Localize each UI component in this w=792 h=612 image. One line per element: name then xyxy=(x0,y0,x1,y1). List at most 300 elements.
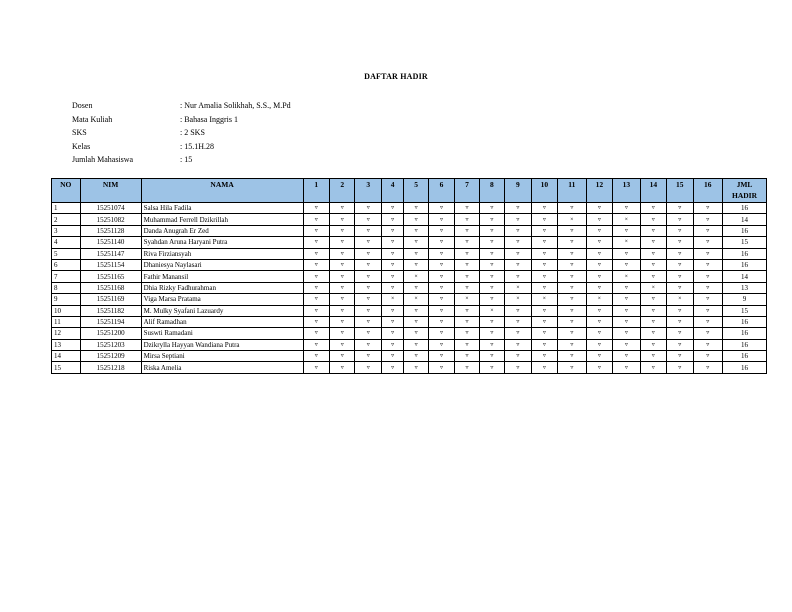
present-mark: ▿ xyxy=(531,259,557,270)
present-mark: ▿ xyxy=(303,328,329,339)
present-mark: ▿ xyxy=(479,328,504,339)
header-meeting-6: 6 xyxy=(428,179,454,203)
header-meeting-7: 7 xyxy=(455,179,479,203)
row-jml-hadir: 14 xyxy=(723,271,767,282)
row-nim: 15251074 xyxy=(80,203,141,214)
header-meeting-8: 8 xyxy=(479,179,504,203)
present-mark: ▿ xyxy=(558,248,587,259)
present-mark: ▿ xyxy=(355,294,381,305)
present-mark: ▿ xyxy=(303,282,329,293)
table-row xyxy=(52,225,767,236)
present-mark: ▿ xyxy=(667,351,693,362)
present-mark: ▿ xyxy=(330,203,355,214)
present-mark: ▿ xyxy=(381,351,403,362)
present-mark: ▿ xyxy=(381,282,403,293)
info-label: Kelas xyxy=(72,141,91,151)
present-mark: ▿ xyxy=(479,203,504,214)
present-mark: ▿ xyxy=(586,214,612,225)
present-mark: ▿ xyxy=(613,294,641,305)
present-mark: ▿ xyxy=(693,316,723,327)
present-mark: ▿ xyxy=(303,203,329,214)
present-mark: ▿ xyxy=(667,248,693,259)
present-mark: ▿ xyxy=(404,214,428,225)
row-nama: Muhammad Ferrell Dzikrillah xyxy=(141,214,303,225)
present-mark: ▿ xyxy=(455,203,479,214)
present-mark: ▿ xyxy=(531,214,557,225)
present-mark: ▿ xyxy=(428,282,454,293)
present-mark: ▿ xyxy=(455,214,479,225)
present-mark: ▿ xyxy=(455,225,479,236)
info-label: Mata Kuliah xyxy=(72,114,113,124)
present-mark: ▿ xyxy=(455,237,479,248)
present-mark: ▿ xyxy=(558,305,587,316)
present-mark: ▿ xyxy=(355,203,381,214)
present-mark: ▿ xyxy=(330,282,355,293)
present-mark: ▿ xyxy=(303,225,329,236)
present-mark: ▿ xyxy=(303,305,329,316)
present-mark: ▿ xyxy=(428,259,454,270)
present-mark: ▿ xyxy=(381,259,403,270)
row-jml-hadir: 16 xyxy=(723,362,767,373)
absent-mark: × xyxy=(404,271,428,282)
present-mark: ▿ xyxy=(355,328,381,339)
present-mark: ▿ xyxy=(355,316,381,327)
row-jml-hadir: 16 xyxy=(723,351,767,362)
header-meeting-15: 15 xyxy=(667,179,693,203)
row-no: 9 xyxy=(52,294,81,305)
row-no: 7 xyxy=(52,271,81,282)
present-mark: ▿ xyxy=(558,271,587,282)
absent-mark: × xyxy=(531,294,557,305)
table-row xyxy=(52,339,767,350)
present-mark: ▿ xyxy=(531,362,557,373)
present-mark: ▿ xyxy=(667,362,693,373)
info-row-sks xyxy=(72,126,291,140)
present-mark: ▿ xyxy=(613,328,641,339)
row-jml-hadir: 14 xyxy=(723,214,767,225)
row-no: 10 xyxy=(52,305,81,316)
row-nim: 15251165 xyxy=(80,271,141,282)
present-mark: ▿ xyxy=(693,362,723,373)
present-mark: ▿ xyxy=(330,316,355,327)
present-mark: ▿ xyxy=(505,362,531,373)
row-jml-hadir: 15 xyxy=(723,237,767,248)
present-mark: ▿ xyxy=(586,248,612,259)
absent-mark: × xyxy=(381,294,403,305)
present-mark: ▿ xyxy=(586,225,612,236)
present-mark: ▿ xyxy=(531,339,557,350)
absent-mark: × xyxy=(505,282,531,293)
present-mark: ▿ xyxy=(613,316,641,327)
table-row xyxy=(52,248,767,259)
present-mark: ▿ xyxy=(330,237,355,248)
present-mark: ▿ xyxy=(479,237,504,248)
row-nama: Fathir Manansil xyxy=(141,271,303,282)
header-meeting-14: 14 xyxy=(640,179,666,203)
present-mark: ▿ xyxy=(303,294,329,305)
row-no: 1 xyxy=(52,203,81,214)
row-no: 14 xyxy=(52,351,81,362)
present-mark: ▿ xyxy=(693,214,723,225)
present-mark: ▿ xyxy=(667,259,693,270)
present-mark: ▿ xyxy=(558,282,587,293)
row-no: 6 xyxy=(52,259,81,270)
present-mark: ▿ xyxy=(404,305,428,316)
info-label: Jumlah Mahasiswa xyxy=(72,155,134,164)
header-nama: NAMA xyxy=(141,179,303,203)
present-mark: ▿ xyxy=(303,248,329,259)
row-nama: Alif Ramadhan xyxy=(141,316,303,327)
row-no: 8 xyxy=(52,282,81,293)
present-mark: ▿ xyxy=(355,339,381,350)
present-mark: ▿ xyxy=(455,362,479,373)
present-mark: ▿ xyxy=(303,214,329,225)
row-jml-hadir: 9 xyxy=(723,294,767,305)
present-mark: ▿ xyxy=(640,294,666,305)
present-mark: ▿ xyxy=(558,225,587,236)
present-mark: ▿ xyxy=(479,271,504,282)
present-mark: ▿ xyxy=(613,225,641,236)
present-mark: ▿ xyxy=(505,237,531,248)
row-nama: Dhia Rizky Fadhurahman xyxy=(141,282,303,293)
present-mark: ▿ xyxy=(479,282,504,293)
attendance-table xyxy=(51,178,767,374)
present-mark: ▿ xyxy=(330,294,355,305)
present-mark: ▿ xyxy=(303,259,329,270)
present-mark: ▿ xyxy=(586,271,612,282)
present-mark: ▿ xyxy=(586,237,612,248)
present-mark: ▿ xyxy=(640,339,666,350)
present-mark: ▿ xyxy=(355,351,381,362)
present-mark: ▿ xyxy=(479,351,504,362)
present-mark: ▿ xyxy=(505,328,531,339)
present-mark: ▿ xyxy=(640,351,666,362)
present-mark: ▿ xyxy=(586,362,612,373)
present-mark: ▿ xyxy=(586,328,612,339)
present-mark: ▿ xyxy=(505,316,531,327)
present-mark: ▿ xyxy=(505,271,531,282)
row-jml-hadir: 16 xyxy=(723,339,767,350)
row-nama: Salsa Hila Fadila xyxy=(141,203,303,214)
present-mark: ▿ xyxy=(613,282,641,293)
present-mark: ▿ xyxy=(505,259,531,270)
present-mark: ▿ xyxy=(381,248,403,259)
present-mark: ▿ xyxy=(693,328,723,339)
present-mark: ▿ xyxy=(613,339,641,350)
present-mark: ▿ xyxy=(355,248,381,259)
present-mark: ▿ xyxy=(667,271,693,282)
present-mark: ▿ xyxy=(381,316,403,327)
present-mark: ▿ xyxy=(667,203,693,214)
present-mark: ▿ xyxy=(667,305,693,316)
present-mark: ▿ xyxy=(355,259,381,270)
row-nim: 15251128 xyxy=(80,225,141,236)
row-nama: Dhaniesya Naylasari xyxy=(141,259,303,270)
row-nim: 15251209 xyxy=(80,351,141,362)
present-mark: ▿ xyxy=(640,225,666,236)
info-row-kelas xyxy=(72,140,291,154)
present-mark: ▿ xyxy=(693,339,723,350)
row-no: 2 xyxy=(52,214,81,225)
present-mark: ▿ xyxy=(693,225,723,236)
present-mark: ▿ xyxy=(558,328,587,339)
info-value: : 15.1H.28 xyxy=(180,141,214,151)
present-mark: ▿ xyxy=(586,339,612,350)
present-mark: ▿ xyxy=(531,316,557,327)
table-row xyxy=(52,282,767,293)
row-nim: 15251140 xyxy=(80,237,141,248)
present-mark: ▿ xyxy=(381,339,403,350)
present-mark: ▿ xyxy=(355,214,381,225)
present-mark: ▿ xyxy=(455,351,479,362)
present-mark: ▿ xyxy=(586,316,612,327)
present-mark: ▿ xyxy=(693,237,723,248)
present-mark: ▿ xyxy=(667,214,693,225)
present-mark: ▿ xyxy=(531,305,557,316)
present-mark: ▿ xyxy=(586,351,612,362)
table-row xyxy=(52,237,767,248)
present-mark: ▿ xyxy=(355,237,381,248)
row-no: 13 xyxy=(52,339,81,350)
present-mark: ▿ xyxy=(428,328,454,339)
row-jml-hadir: 13 xyxy=(723,282,767,293)
present-mark: ▿ xyxy=(330,214,355,225)
header-meeting-3: 3 xyxy=(355,179,381,203)
present-mark: ▿ xyxy=(404,316,428,327)
present-mark: ▿ xyxy=(303,362,329,373)
present-mark: ▿ xyxy=(381,328,403,339)
present-mark: ▿ xyxy=(404,203,428,214)
present-mark: ▿ xyxy=(428,248,454,259)
present-mark: ▿ xyxy=(330,259,355,270)
present-mark: ▿ xyxy=(505,339,531,350)
present-mark: ▿ xyxy=(640,362,666,373)
row-jml-hadir: 16 xyxy=(723,328,767,339)
header-meeting-16: 16 xyxy=(693,179,723,203)
present-mark: ▿ xyxy=(428,214,454,225)
present-mark: ▿ xyxy=(455,339,479,350)
row-jml-hadir: 16 xyxy=(723,203,767,214)
present-mark: ▿ xyxy=(531,225,557,236)
present-mark: ▿ xyxy=(428,305,454,316)
row-no: 15 xyxy=(52,362,81,373)
present-mark: ▿ xyxy=(428,294,454,305)
present-mark: ▿ xyxy=(330,248,355,259)
present-mark: ▿ xyxy=(558,294,587,305)
present-mark: ▿ xyxy=(531,237,557,248)
present-mark: ▿ xyxy=(640,214,666,225)
present-mark: ▿ xyxy=(455,316,479,327)
present-mark: ▿ xyxy=(558,339,587,350)
present-mark: ▿ xyxy=(558,237,587,248)
present-mark: ▿ xyxy=(428,316,454,327)
present-mark: ▿ xyxy=(558,316,587,327)
absent-mark: × xyxy=(613,271,641,282)
present-mark: ▿ xyxy=(330,328,355,339)
present-mark: ▿ xyxy=(428,351,454,362)
present-mark: ▿ xyxy=(381,271,403,282)
present-mark: ▿ xyxy=(330,271,355,282)
row-nama: Dzikrylla Hayyan Wandiana Putra xyxy=(141,339,303,350)
present-mark: ▿ xyxy=(428,339,454,350)
table-header-row xyxy=(52,179,767,203)
present-mark: ▿ xyxy=(586,282,612,293)
header-jml-hadir xyxy=(723,179,767,203)
present-mark: ▿ xyxy=(330,305,355,316)
info-row-mata-kuliah xyxy=(72,113,291,127)
info-value: : Bahasa Inggris 1 xyxy=(180,114,238,124)
header-meeting-4: 4 xyxy=(381,179,403,203)
absent-mark: × xyxy=(505,294,531,305)
present-mark: ▿ xyxy=(531,271,557,282)
present-mark: ▿ xyxy=(613,351,641,362)
row-nim: 15251200 xyxy=(80,328,141,339)
present-mark: ▿ xyxy=(303,351,329,362)
course-info xyxy=(72,99,291,167)
row-no: 5 xyxy=(52,248,81,259)
present-mark: ▿ xyxy=(505,248,531,259)
absent-mark: × xyxy=(404,294,428,305)
present-mark: ▿ xyxy=(613,362,641,373)
present-mark: ▿ xyxy=(330,339,355,350)
row-nim: 15251147 xyxy=(80,248,141,259)
table-row xyxy=(52,203,767,214)
present-mark: ▿ xyxy=(505,305,531,316)
absent-mark: × xyxy=(455,294,479,305)
present-mark: ▿ xyxy=(693,271,723,282)
present-mark: ▿ xyxy=(586,203,612,214)
present-mark: ▿ xyxy=(455,305,479,316)
present-mark: ▿ xyxy=(428,237,454,248)
present-mark: ▿ xyxy=(428,225,454,236)
header-meeting-2: 2 xyxy=(330,179,355,203)
present-mark: ▿ xyxy=(381,362,403,373)
present-mark: ▿ xyxy=(667,237,693,248)
table-row xyxy=(52,214,767,225)
present-mark: ▿ xyxy=(640,271,666,282)
present-mark: ▿ xyxy=(355,362,381,373)
present-mark: ▿ xyxy=(479,294,504,305)
row-nim: 15251182 xyxy=(80,305,141,316)
present-mark: ▿ xyxy=(640,316,666,327)
header-meeting-13: 13 xyxy=(613,179,641,203)
present-mark: ▿ xyxy=(693,203,723,214)
present-mark: ▿ xyxy=(531,351,557,362)
header-meeting-11: 11 xyxy=(558,179,587,203)
present-mark: ▿ xyxy=(613,203,641,214)
present-mark: ▿ xyxy=(693,282,723,293)
header-nim: NIM xyxy=(80,179,141,203)
present-mark: ▿ xyxy=(531,203,557,214)
present-mark: ▿ xyxy=(330,351,355,362)
row-jml-hadir: 15 xyxy=(723,305,767,316)
row-nama: Riska Amelia xyxy=(141,362,303,373)
row-nim: 15251194 xyxy=(80,316,141,327)
present-mark: ▿ xyxy=(479,214,504,225)
header-meeting-9: 9 xyxy=(505,179,531,203)
row-nama: Danda Anugrah Er Zed xyxy=(141,225,303,236)
absent-mark: × xyxy=(479,305,504,316)
table-row xyxy=(52,305,767,316)
present-mark: ▿ xyxy=(455,248,479,259)
table-row xyxy=(52,351,767,362)
row-jml-hadir: 16 xyxy=(723,225,767,236)
document-title: DAFTAR HADIR xyxy=(364,72,428,81)
present-mark: ▿ xyxy=(667,225,693,236)
present-mark: ▿ xyxy=(355,305,381,316)
row-nama: Mirsa Septiani xyxy=(141,351,303,362)
present-mark: ▿ xyxy=(479,225,504,236)
present-mark: ▿ xyxy=(505,225,531,236)
present-mark: ▿ xyxy=(455,328,479,339)
info-row-dosen xyxy=(72,99,291,113)
present-mark: ▿ xyxy=(303,237,329,248)
present-mark: ▿ xyxy=(455,282,479,293)
present-mark: ▿ xyxy=(640,259,666,270)
present-mark: ▿ xyxy=(613,248,641,259)
info-label: Dosen xyxy=(72,101,93,110)
header-meeting-1: 1 xyxy=(303,179,329,203)
present-mark: ▿ xyxy=(404,351,428,362)
table-row xyxy=(52,294,767,305)
present-mark: ▿ xyxy=(613,305,641,316)
present-mark: ▿ xyxy=(355,271,381,282)
present-mark: ▿ xyxy=(428,362,454,373)
info-label: SKS xyxy=(72,128,87,137)
present-mark: ▿ xyxy=(428,203,454,214)
present-mark: ▿ xyxy=(381,237,403,248)
present-mark: ▿ xyxy=(531,282,557,293)
table-row xyxy=(52,271,767,282)
present-mark: ▿ xyxy=(558,203,587,214)
absent-mark: × xyxy=(586,294,612,305)
present-mark: ▿ xyxy=(355,225,381,236)
header-meeting-12: 12 xyxy=(586,179,612,203)
present-mark: ▿ xyxy=(640,305,666,316)
attendance-body xyxy=(52,203,767,374)
present-mark: ▿ xyxy=(404,248,428,259)
present-mark: ▿ xyxy=(586,305,612,316)
present-mark: ▿ xyxy=(455,259,479,270)
present-mark: ▿ xyxy=(558,259,587,270)
present-mark: ▿ xyxy=(693,294,723,305)
row-jml-hadir: 16 xyxy=(723,259,767,270)
present-mark: ▿ xyxy=(355,282,381,293)
present-mark: ▿ xyxy=(667,316,693,327)
row-nama: Suswti Ramadani xyxy=(141,328,303,339)
row-jml-hadir: 16 xyxy=(723,248,767,259)
present-mark: ▿ xyxy=(505,203,531,214)
absent-mark: × xyxy=(613,214,641,225)
row-no: 4 xyxy=(52,237,81,248)
info-value: : 2 SKS xyxy=(180,128,205,137)
absent-mark: × xyxy=(640,282,666,293)
row-no: 11 xyxy=(52,316,81,327)
row-no: 12 xyxy=(52,328,81,339)
row-nama: M. Mulky Syafani Lazuardy xyxy=(141,305,303,316)
present-mark: ▿ xyxy=(693,351,723,362)
present-mark: ▿ xyxy=(455,271,479,282)
present-mark: ▿ xyxy=(667,339,693,350)
present-mark: ▿ xyxy=(613,259,641,270)
present-mark: ▿ xyxy=(640,248,666,259)
row-nim: 15251203 xyxy=(80,339,141,350)
present-mark: ▿ xyxy=(640,328,666,339)
row-nama: Riva Firziansyah xyxy=(141,248,303,259)
present-mark: ▿ xyxy=(479,339,504,350)
present-mark: ▿ xyxy=(381,225,403,236)
present-mark: ▿ xyxy=(404,339,428,350)
